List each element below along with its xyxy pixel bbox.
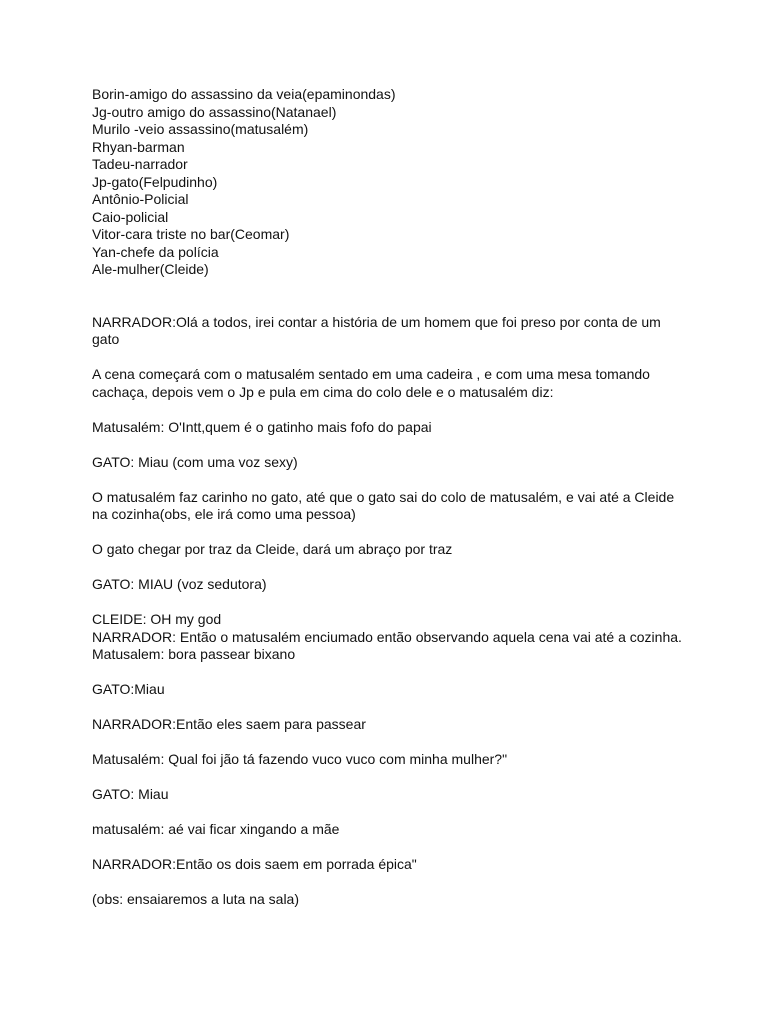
- cast-item: Vitor-cara triste no bar(Ceomar): [92, 226, 290, 242]
- dialogue-line: Matusalém: O'Intt,quem é o gatinho mais fofo do papai: [92, 418, 432, 435]
- cast-item: Jg-outro amigo do assassino(Natanael): [92, 103, 337, 120]
- stage-direction: A cena começará com o matusalém sentado em uma cadeira , e com uma mesa tomando cachaça, depois vem o Jp e pula em cima do colo dele e o matusalém diz:: [92, 366, 650, 400]
- stage-direction: O gato chegar por traz da Cleide, dará um abraço por traz: [92, 541, 453, 557]
- dialogue-line: Matusalém: Qual foi jão tá fazendo vuco vuco com minha mulher?": [92, 751, 508, 767]
- narrator-line: NARRADOR:Olá a todos, irei contar a história de um homem que foi preso por conta de um gato: [92, 313, 661, 347]
- stage-direction: O matusalém faz carinho no gato, até que o gato sai do colo de matusalém, e vai até a Cleide na cozinha(obs, ele irá como uma pessoa): [92, 488, 675, 522]
- dialogue-line: GATO: Miau: [92, 786, 169, 802]
- cast-item: Tadeu-narrador: [92, 156, 188, 172]
- cast-item: Borin-amigo do assassino da veia(epaminondas): [92, 86, 396, 102]
- cast-item: Antônio-Policial: [92, 191, 189, 207]
- script-body: [92, 314, 682, 909]
- cast-item: Ale-mulher(Cleide): [92, 261, 209, 277]
- narrator-line: NARRADOR:Então os dois saem em porrada épica": [92, 856, 417, 872]
- narrator-line: NARRADOR: Então o matusalém enciumado então observando aquela cena vai até a cozinha.: [92, 628, 682, 645]
- cast-item: Murilo -veio assassino(matusalém): [92, 121, 309, 137]
- narrator-line: NARRADOR:Então eles saem para passear: [92, 716, 366, 732]
- dialogue-line: CLEIDE: OH my god: [92, 611, 222, 627]
- cast-item: Rhyan-barman: [92, 138, 185, 155]
- dialogue-line: Matusalem: bora passear bixano: [92, 646, 296, 662]
- cast-item: Caio-policial: [92, 208, 169, 225]
- dialogue-line: GATO:Miau: [92, 681, 165, 697]
- dialogue-line: matusalém: aé vai ficar xingando a mãe: [92, 821, 340, 837]
- dialogue-line: GATO: Miau (com uma voz sexy): [92, 453, 298, 470]
- cast-item: Yan-chefe da polícia: [92, 243, 219, 260]
- cast-item: Jp-gato(Felpudinho): [92, 173, 218, 190]
- cast-list: [92, 86, 682, 279]
- dialogue-line: GATO: MIAU (voz sedutora): [92, 576, 267, 592]
- stage-direction: (obs: ensaiaremos a luta na sala): [92, 891, 299, 907]
- document-page: [92, 86, 682, 926]
